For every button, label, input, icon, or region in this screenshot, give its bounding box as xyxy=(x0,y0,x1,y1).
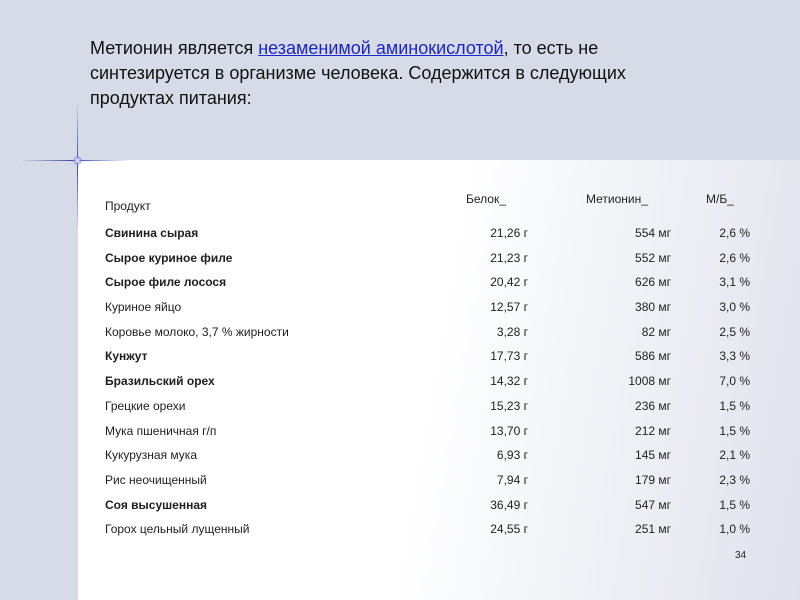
sparkle-decoration-vertical xyxy=(77,100,78,230)
table-row xyxy=(105,222,760,247)
methionine-cell: 380 мг xyxy=(635,300,671,315)
methionine-cell: 1008 мг xyxy=(628,374,671,389)
protein-cell: 21,26 г xyxy=(490,226,528,240)
column-header-protein: Белок_ xyxy=(466,192,506,206)
product-name-cell: Грецкие орехи xyxy=(105,398,186,413)
protein-cell: 14,32 г xyxy=(490,374,528,389)
protein-cell: 21,23 г xyxy=(490,250,528,265)
intro-text-before: Метионин является xyxy=(90,38,259,58)
ratio-cell: 2,6 % xyxy=(719,250,750,265)
table-row xyxy=(105,444,760,469)
intro-paragraph xyxy=(90,36,690,111)
ratio-cell: 1,5 % xyxy=(719,497,750,512)
product-name-cell: Кунжут xyxy=(105,349,148,364)
product-name-cell: Рис неочищенный xyxy=(105,472,207,487)
left-band xyxy=(0,0,78,600)
column-header-methionine: Метионин_ xyxy=(586,192,648,206)
ratio-cell: 2,5 % xyxy=(719,324,750,339)
protein-cell: 3,28 г xyxy=(496,324,528,339)
methionine-cell: 212 мг xyxy=(635,423,671,438)
ratio-cell: 7,0 % xyxy=(719,374,750,389)
ratio-cell: 1,5 % xyxy=(719,423,750,438)
protein-cell: 6,93 г xyxy=(496,448,528,463)
methionine-cell: 547 мг xyxy=(635,497,671,512)
table-row xyxy=(105,420,760,445)
protein-cell: 7,94 г xyxy=(496,472,528,487)
methionine-cell: 251 мг xyxy=(635,522,671,537)
table-row xyxy=(105,518,760,543)
table-row xyxy=(105,370,760,395)
page-number: 34 xyxy=(735,550,747,561)
product-name-cell: Коровье молоко, 3,7 % жирности xyxy=(105,324,289,339)
product-name-cell: Сырое филе лосося xyxy=(105,275,227,290)
ratio-cell: 1,0 % xyxy=(719,522,750,537)
table-row xyxy=(105,296,760,321)
column-header-ratio: М/Б_ xyxy=(706,192,734,206)
table-row xyxy=(105,345,760,370)
table-row xyxy=(105,395,760,420)
methionine-cell: 554 мг xyxy=(635,226,671,240)
column-header-product: Продукт xyxy=(105,199,151,213)
protein-cell: 13,70 г xyxy=(490,423,528,438)
amino-acid-link[interactable]: незаменимой аминокислотой xyxy=(258,38,504,58)
methionine-cell: 145 мг xyxy=(635,448,671,463)
product-name-cell: Соя высушенная xyxy=(105,497,207,512)
methionine-cell: 586 мг xyxy=(635,349,671,364)
product-name-cell: Кукурузная мука xyxy=(105,448,197,463)
sparkle-icon xyxy=(73,156,82,165)
table-row xyxy=(105,321,760,346)
ratio-cell: 2,3 % xyxy=(719,472,750,487)
protein-cell: 12,57 г xyxy=(490,300,528,315)
product-name-cell: Горох цельный лущенный xyxy=(105,522,250,537)
product-name-cell: Куриное яйцо xyxy=(105,300,182,315)
methionine-cell: 179 мг xyxy=(635,472,671,487)
methionine-cell: 552 мг xyxy=(635,250,671,265)
ratio-cell: 2,1 % xyxy=(719,448,750,463)
product-name-cell: Мука пшеничная г/п xyxy=(105,423,217,438)
protein-cell: 17,73 г xyxy=(490,349,528,364)
table-row xyxy=(105,494,760,519)
table-row xyxy=(105,469,760,494)
ratio-cell: 3,1 % xyxy=(719,275,750,290)
methionine-cell: 236 мг xyxy=(635,398,671,413)
protein-cell: 36,49 г xyxy=(490,497,528,512)
ratio-cell: 2,6 % xyxy=(719,226,750,240)
ratio-cell: 3,0 % xyxy=(719,300,750,315)
protein-cell: 15,23 г xyxy=(490,398,528,413)
ratio-cell: 1,5 % xyxy=(719,398,750,413)
protein-cell: 20,42 г xyxy=(490,275,528,290)
product-name-cell: Бразильский орех xyxy=(105,374,215,389)
ratio-cell: 3,3 % xyxy=(719,349,750,364)
protein-cell: 24,55 г xyxy=(490,522,528,537)
product-name-cell: Свинина сырая xyxy=(105,226,199,240)
nutrition-table xyxy=(105,222,760,543)
table-row xyxy=(105,271,760,296)
intro-text-after: , то есть не синтезируется в организме человека. Содержится в следующих продуктах питания: xyxy=(90,38,626,108)
product-name-cell: Сырое куриное филе xyxy=(105,250,233,265)
methionine-cell: 626 мг xyxy=(635,275,671,290)
table-row xyxy=(105,247,760,272)
methionine-cell: 82 мг xyxy=(641,324,671,339)
